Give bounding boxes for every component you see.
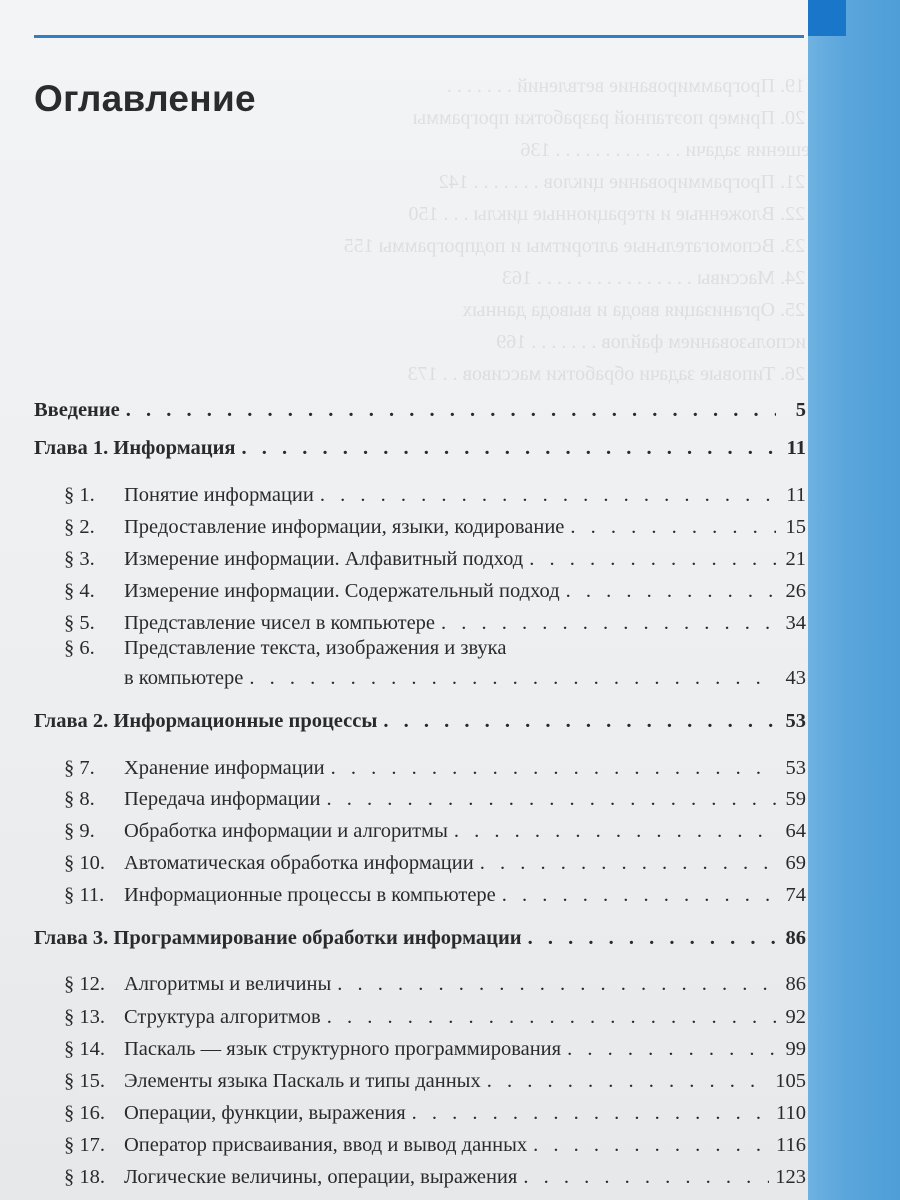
page-number: 59 [785,788,806,810]
section-title: Операции, функции, выражения [124,1102,406,1124]
section-title: Структура алгоритмов [124,1006,321,1028]
dot-leader [528,926,776,950]
toc-chapter-entry[interactable] [34,920,806,950]
toc-section-entry[interactable] [34,877,806,907]
section-title: Обработка информации и алгоритмы [124,820,448,842]
dot-leader [529,547,776,571]
section-title: Передача информации [124,788,321,810]
page-number: 53 [785,710,806,732]
dot-leader [533,1133,770,1157]
page-number: 105 [775,1070,806,1092]
dot-leader [337,972,776,996]
toc-section-entry[interactable] [34,1127,806,1157]
section-title-continued: в компьютере [124,667,244,689]
section-title: Измерение информации. Содержательный подход [124,580,560,602]
section-number: § 17. [64,1134,105,1156]
page-number: 43 [785,667,806,689]
page-number: 53 [785,757,806,779]
toc-section-entry[interactable] [34,509,806,539]
toc-section-entry[interactable] [34,541,806,571]
page-number: 123 [775,1166,806,1188]
section-title: Элементы языка Паскаль и типы данных [124,1070,481,1092]
section-title: Паскаль — язык структурного программирования [124,1038,562,1060]
section-number: § 9. [64,820,95,842]
dot-leader [383,709,776,733]
section-number: § 7. [64,757,95,779]
page-number: 86 [785,927,806,949]
section-title: Представление текста, изображения и звука [124,637,507,659]
section-title: Оператор присваивания, ввод и вывод данных [124,1134,528,1156]
blue-side-bar [808,0,900,1200]
page-number: 64 [785,820,806,842]
chapter-title: Глава 3. Программирование обработки информации [34,927,522,949]
dot-leader [327,1005,776,1029]
toc-section-entry[interactable] [34,845,806,875]
section-number: § 3. [64,548,95,570]
dot-leader [523,1165,769,1189]
bleed-through-text: § 19. Программирование ветвлений . . . . . . . § 20. Пример поэтапной разработки программы решения задачи . . . . . . . . . . . . . 136 § 21. Программирование циклов . . . . . . . 142 § 22. Вложенные и итерационные циклы . . . 150 § 23. Вспомогательные алгоритмы и подпрограммы 155 § 24. Массивы . . . . . . . . . . . . . . . . 163 § 25. Организация ввода и вывода данных с использованием файлов . . . . . . . 169 § 26. Типовые задачи обработки массивов . . 173 [343,75,820,385]
page-number: 21 [785,548,806,570]
section-number: § 18. [64,1166,105,1188]
entry-line [34,662,806,690]
toc-section-entry[interactable] [34,636,806,690]
page-number: 99 [785,1038,806,1060]
chapter-title: Глава 2. Информационные процессы [34,710,378,732]
dot-leader [567,1037,776,1061]
section-title: Измерение информации. Алфавитный подход [124,548,524,570]
toc-section-entry[interactable] [34,605,806,635]
section-number: § 4. [64,580,95,602]
header-rule [34,35,804,38]
toc-chapter-entry[interactable] [34,703,806,733]
toc-section-entry[interactable] [34,999,806,1029]
dot-leader [249,666,776,690]
entry-line [34,636,806,662]
section-number: § 15. [64,1070,105,1092]
toc-section-entry[interactable] [34,573,806,603]
page-number: 5 [795,399,806,421]
dot-leader [487,1069,770,1093]
section-number: § 16. [64,1102,105,1124]
toc-section-entry[interactable] [34,477,806,507]
toc-section-entry[interactable] [34,966,806,996]
section-number: § 1. [64,484,95,506]
section-title: Информационные процессы в компьютере [124,884,496,906]
section-number: § 2. [64,516,95,538]
toc-section-entry[interactable] [34,781,806,811]
chapter-title: Введение [34,399,120,421]
section-title: Логические величины, операции, выражения [124,1166,518,1188]
dot-leader [242,436,777,460]
section-title: Алгоритмы и величины [124,973,332,995]
section-number: § 5. [64,612,95,634]
toc-section-entry[interactable] [34,813,806,843]
dot-leader [326,787,776,811]
dot-leader [331,756,776,780]
dot-leader [502,883,776,907]
section-title: Предоставление информации, языки, кодирование [124,516,565,538]
toc-chapter-entry[interactable] [34,392,806,422]
page-title: Оглавление [34,78,256,119]
toc-section-entry[interactable] [34,1031,806,1061]
page-number: 15 [785,516,806,538]
chapter-title: Глава 1. Информация [34,437,236,459]
page-number: 86 [785,973,806,995]
section-title: Хранение информации [124,757,325,779]
dot-leader [320,483,776,507]
page-number: 116 [776,1134,806,1156]
toc-chapter-entry[interactable] [34,430,806,460]
dot-leader [126,398,776,422]
page-number: 26 [785,580,806,602]
toc-section-entry[interactable] [34,1159,806,1189]
page-number: 34 [785,612,806,634]
dot-leader [480,851,776,875]
page-number: 11 [786,484,806,506]
dot-leader [566,579,776,603]
section-number: § 8. [64,788,95,810]
section-title: Представление чисел в компьютере [124,612,436,634]
section-title: Понятие информации [124,484,314,506]
dot-leader [570,515,776,539]
toc-section-entry[interactable] [34,1063,806,1093]
page-number: 69 [785,852,806,874]
dot-leader [441,611,776,635]
section-number: § 6. [64,637,95,659]
page-number: 92 [785,1006,806,1028]
section-number: § 12. [64,973,105,995]
section-number: § 11. [64,884,105,906]
section-title: Автоматическая обработка информации [124,852,474,874]
page-number: 11 [786,437,806,459]
dot-leader [412,1101,770,1125]
page-number: 110 [776,1102,806,1124]
toc-section-entry[interactable] [34,1095,806,1125]
blue-corner-tab [808,0,846,36]
toc-section-entry[interactable] [34,750,806,780]
section-number: § 14. [64,1038,105,1060]
section-number: § 10. [64,852,105,874]
section-number: § 13. [64,1006,105,1028]
page-number: 74 [785,884,806,906]
dot-leader [454,819,776,843]
